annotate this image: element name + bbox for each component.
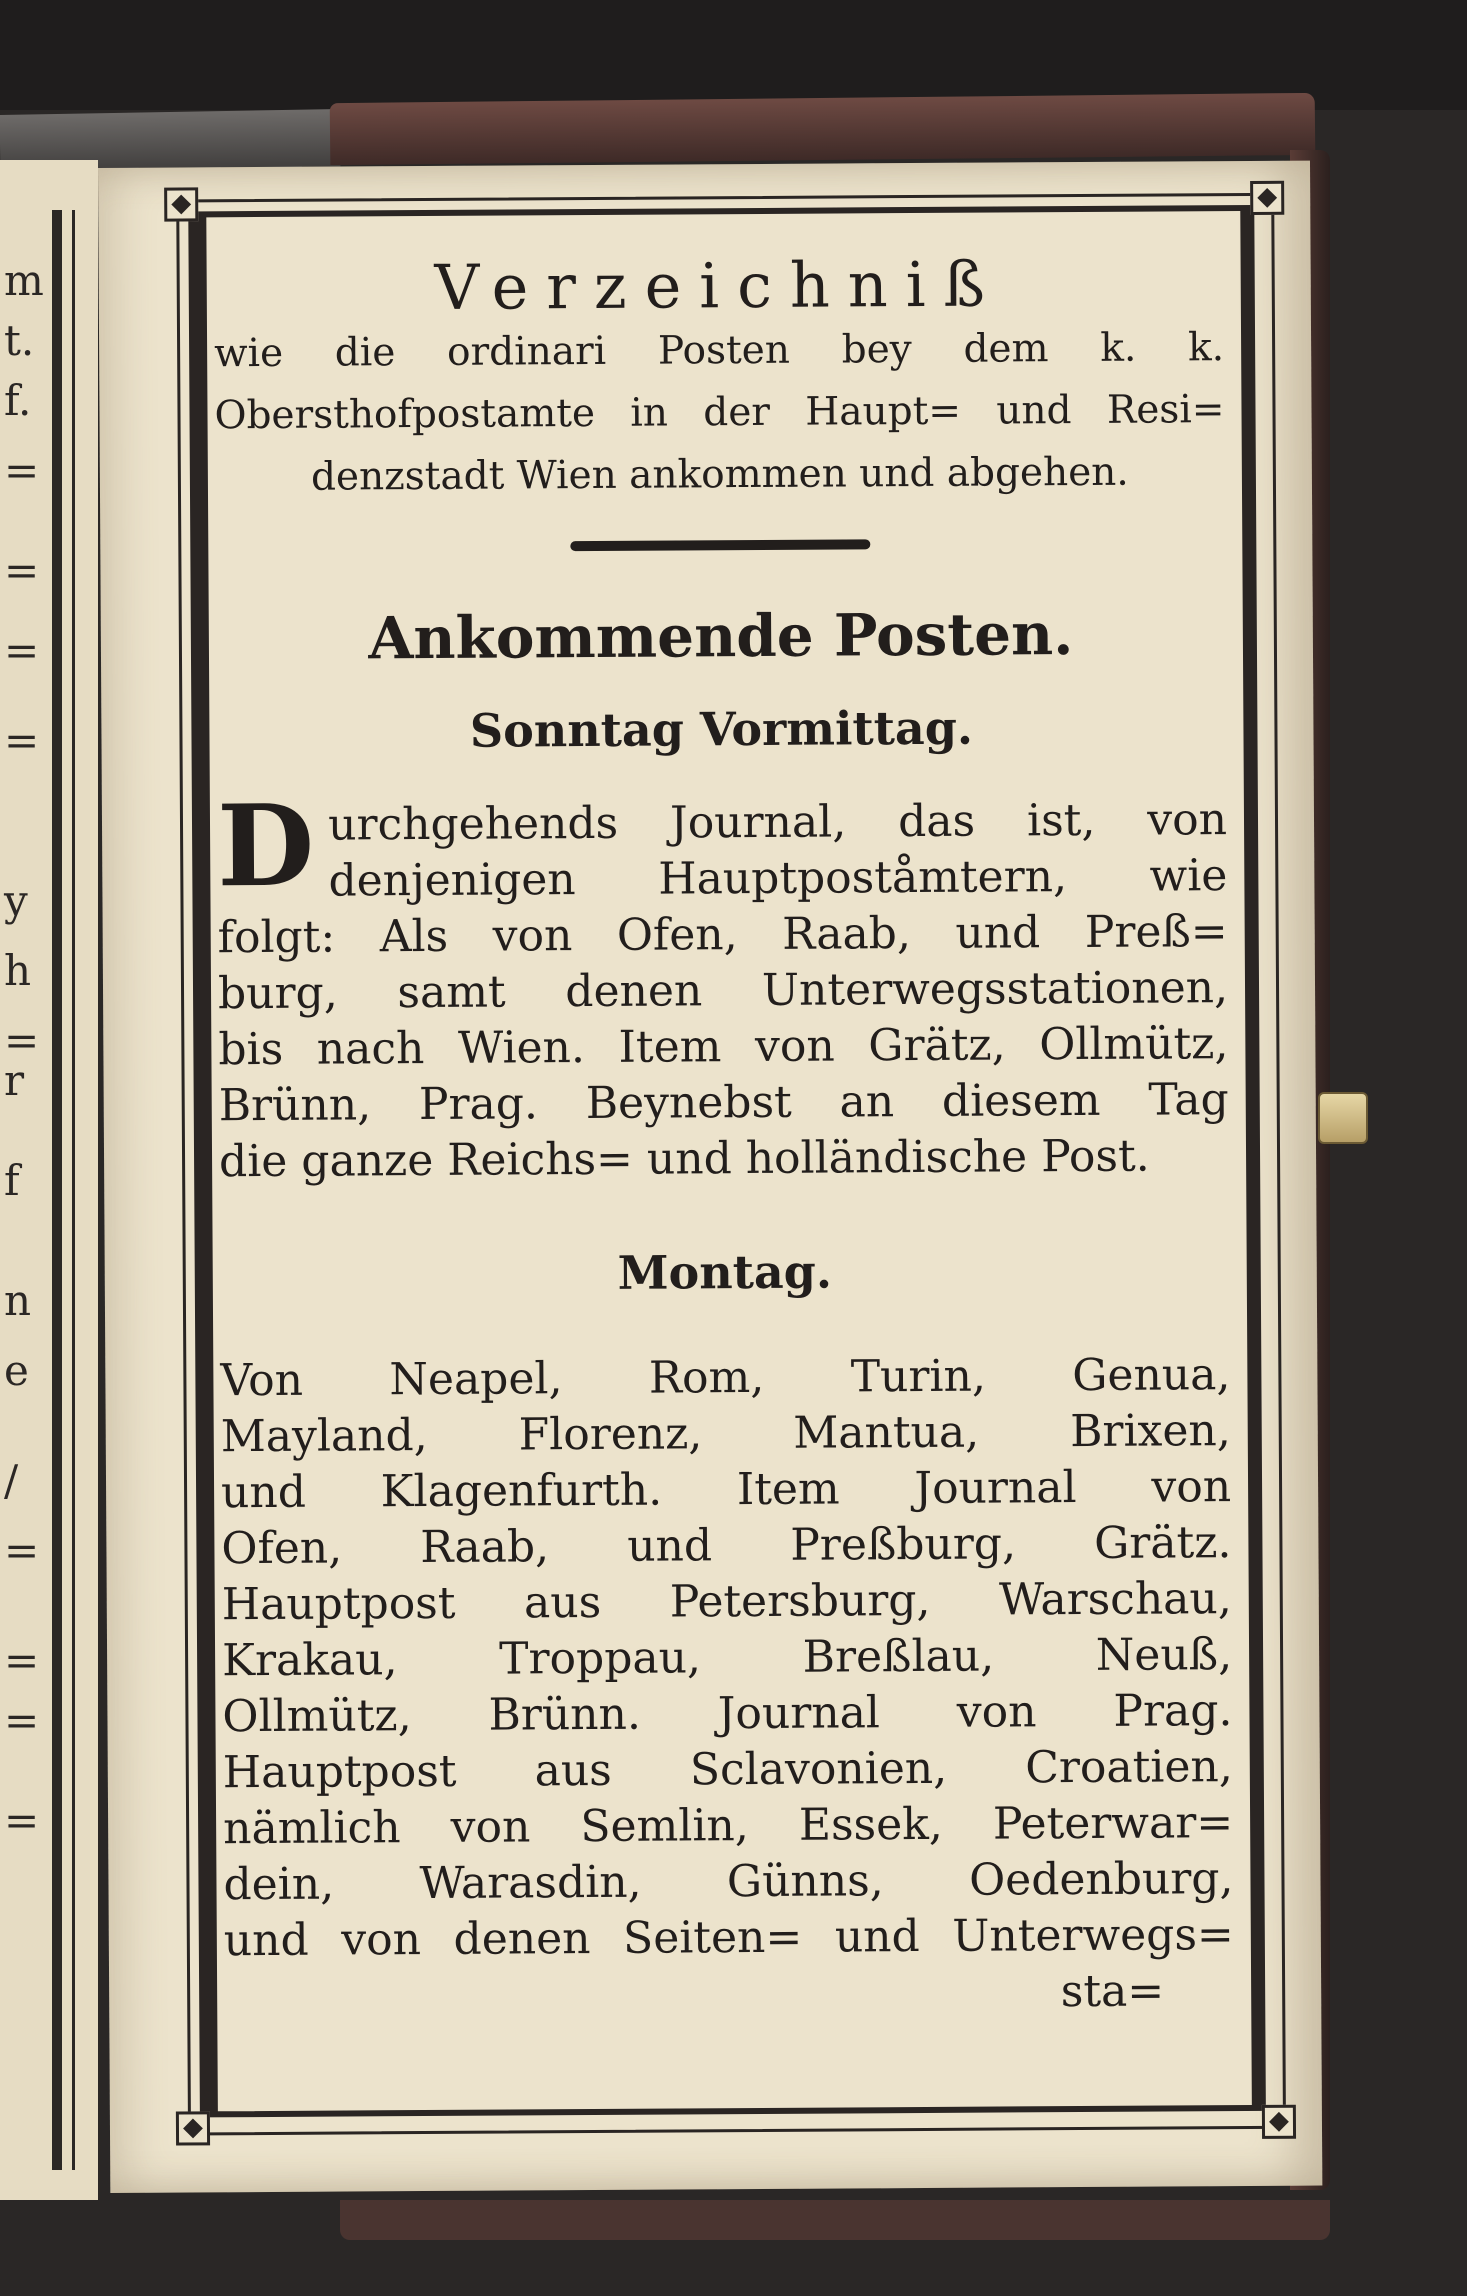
subtitle-line: denzstadt Wien ankommen und abgehen. bbox=[310, 449, 1129, 500]
left-page-fragment-glyph: n bbox=[4, 1276, 32, 1325]
left-page-fragment-glyph: f bbox=[4, 1156, 20, 1205]
frame-corner-ornament bbox=[1250, 181, 1284, 215]
text-line: Von Neapel, Rom, Turin, Genua, bbox=[220, 1349, 1231, 1407]
left-page-fragment-glyph: / bbox=[4, 1456, 19, 1505]
text-line: und Klagenfurth. Item Journal von bbox=[220, 1461, 1232, 1519]
left-page-fragment-glyph: m bbox=[4, 256, 44, 305]
left-page-fragment-glyph: t. bbox=[4, 316, 35, 365]
text-line: dein, Warasdin, Günns, Oedenburg, bbox=[223, 1853, 1234, 1911]
book-cover-bottom-edge bbox=[340, 2200, 1330, 2240]
section-title: Ankommende Posten. bbox=[368, 600, 1074, 673]
divider-rule bbox=[570, 539, 870, 551]
left-page-fragment-glyph: r bbox=[4, 1056, 25, 1105]
day-heading-sunday: Sonntag Vormittag. bbox=[469, 700, 974, 758]
text-line: Krakau, Troppau, Breßlau, Neuß, bbox=[221, 1629, 1233, 1687]
left-page-fragment-glyph: = bbox=[4, 1016, 40, 1065]
day-heading-monday: Montag. bbox=[617, 1244, 833, 1300]
subtitle-line: Obersthofpostamte in der Haupt= und Resi= bbox=[214, 387, 1225, 439]
left-page-fragment bbox=[0, 160, 98, 2200]
text-line: Ollmütz, Brünn. Journal von Prag. bbox=[222, 1685, 1233, 1743]
page-content bbox=[213, 231, 1234, 2025]
book-clasp bbox=[1318, 1092, 1368, 1144]
text-line: und von denen Seiten= und Unterwegs= bbox=[223, 1909, 1234, 1967]
text-line: Brünn, Prag. Beynebst an diesem Tag bbox=[218, 1074, 1229, 1132]
text-line: nämlich von Semlin, Essek, Peterwar= bbox=[222, 1797, 1234, 1855]
book-cover-top-edge bbox=[330, 93, 1316, 165]
text-line: urchgehends Journal, das ist, von bbox=[327, 794, 1228, 851]
left-page-fragment-glyph: = bbox=[4, 546, 40, 595]
paragraph-sunday bbox=[216, 780, 1229, 1190]
left-page-fragment-glyph: = bbox=[4, 1696, 40, 1745]
text-line: denjenigen Hauptpoståmtern, wie bbox=[328, 850, 1228, 907]
left-page-fragment-glyph: y bbox=[4, 876, 28, 925]
left-page-fragment-glyph: = bbox=[4, 1636, 40, 1685]
left-page-fragment-glyph: = bbox=[4, 446, 40, 495]
left-page-fragment-glyph: e bbox=[4, 1346, 29, 1395]
frame-corner-ornament bbox=[176, 2111, 210, 2145]
text-line: folgt: Als von Ofen, Raab, und Preß= bbox=[217, 906, 1228, 964]
page-title: Verzeichniß bbox=[434, 247, 1004, 324]
text-line: Ofen, Raab, und Preßburg, Grätz. bbox=[221, 1517, 1232, 1575]
left-page-fragment-glyph: = bbox=[4, 626, 40, 675]
left-page-fragment-glyph: = bbox=[4, 716, 40, 765]
drop-cap: D bbox=[216, 780, 315, 913]
left-page-fragment-glyph: = bbox=[4, 1796, 40, 1845]
left-page-fragment-glyph: f. bbox=[4, 376, 32, 425]
text-line: Mayland, Florenz, Mantua, Brixen, bbox=[220, 1405, 1231, 1463]
text-line: burg, samt denen Unterwegsstationen, bbox=[217, 962, 1229, 1020]
text-line: die ganze Reichs= und holländische Post. bbox=[218, 1130, 1150, 1188]
frame-corner-ornament bbox=[1262, 2105, 1296, 2139]
paragraph-monday bbox=[220, 1347, 1234, 1969]
text-line: Hauptpost aus Sclavonien, Croatien, bbox=[222, 1741, 1233, 1799]
left-page-frame bbox=[52, 210, 75, 2170]
right-page bbox=[98, 161, 1322, 2193]
text-line: Hauptpost aus Petersburg, Warschau, bbox=[221, 1573, 1232, 1631]
catchword: sta= bbox=[1060, 1965, 1165, 2018]
frame-corner-ornament bbox=[164, 187, 198, 221]
left-page-fragment-glyph: h bbox=[4, 946, 32, 995]
subtitle-line: wie die ordinari Posten bey dem k. k. bbox=[214, 325, 1225, 377]
text-line: bis nach Wien. Item von Grätz, Ollmütz, bbox=[218, 1018, 1229, 1076]
left-page-fragment-glyph: = bbox=[4, 1526, 40, 1575]
